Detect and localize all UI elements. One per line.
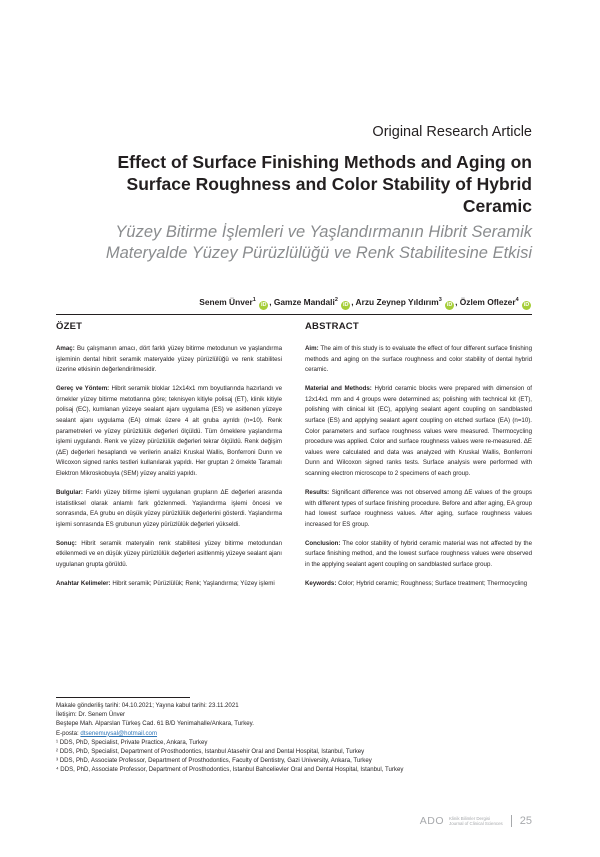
abstract-section: Material and Methods: Hybrid ceramic blocks were prepared with dimension of 12x14x1 mm and 4 groups were determined as; polishing with technical kit (ET), polishing with clinical kit (EC), applying sealant agent coupling on sandblasted surface (ES) and applying sealant agent coupling on etched surface (EA) (n=10). Color parameters and surface roughness values were measured. Thermocycling procedure was applied. Color and surface roughness values were re-measured. ΔE values were calculated and data was analyzed with Kruskal Wallis, Bonferroni Dunn and Wilcoxon signed ranks tests. Surface analysis were performed with scanning electron microscope to 2 specimens of each group. (305, 385, 533, 477)
contact-line: İletişim: Dr. Senem Ünver (56, 711, 126, 719)
article-type: Original Research Article (372, 124, 532, 140)
affiliation: ² DDS, PhD, Specialist, Department of Prosthodontics, Istanbul Atasehir Oral and Dental Hospital, Istanbul, Turkey (56, 748, 365, 756)
article-title-turkish: Yüzey Bitirme İşlemleri ve Yaşlandırmanın Hibrit Seramik Materyalde Yüzey Pürüzlülüğü ve Renk Stabilitesine Etkisi (105, 223, 532, 262)
orcid-icon[interactable]: iD (260, 302, 267, 308)
ozet-section: Sonuç: Hibrit seramik materyalin renk stabilitesi yüzey bitirme metodundan etkilenmedi ve en düşük yüzey pürüzlülük değerleri asitlenmiş yüzeye sealant ajanı uygulanan grupta görüldü. (56, 539, 282, 568)
ozet-heading: ÖZET (56, 321, 83, 332)
author-name: Gamze Mandali (273, 297, 335, 307)
author-name: Özlem Oflezer (459, 297, 516, 307)
author-name: Arzu Zeynep Yıldırım (355, 297, 439, 307)
footnote-rule (56, 697, 190, 698)
abstract-section: Aim: The aim of this study is to evaluate the effect of four different surface finishing methods and aging on the surface roughness and color stability of dental hybrid ceramic. (305, 345, 532, 374)
abstract-column (305, 344, 532, 598)
abstract-section: Results: Significant difference was not observed among ΔE values of the groups with different types of surface finishing procedure. Before and after aging, EA group had lowest surface roughness values. After aging, surface roughness values increased for ES group. (305, 488, 532, 528)
orcid-icon[interactable]: iD (523, 302, 530, 308)
orcid-icon[interactable]: iD (342, 302, 349, 308)
abstract-section: Conclusion: The color stability of hybrid ceramic material was not affected by the surface finishing method, and the lowest surface roughness values were observed in the applying sealant agent coupling on sandblasted surface group. (305, 539, 532, 568)
submission-dates: Makale gönderiliş tarihi: 04.10.2021; Yayına kabul tarihi: 23.11.2021 (56, 702, 239, 709)
affiliation: ⁴ DDS, PhD, Associate Professor, Department of Prosthodontics, Istanbul Bahcelievler Oral and Dental Hospital, Istanbul, Turkey (56, 766, 404, 774)
author-list: Senem Ünver$^1$ iD , Gamze Mandali$^2$ iD , Arzu Zeynep Yıldırım$^3$ iD , Özlem Oflezer$^4$ iD (199, 297, 530, 308)
page-number: 25 (519, 815, 532, 827)
address-line: Beştepe Mah. Alparslan Türkeş Cad. 61 B/D Yenimahalle/Ankara, Turkey. (56, 720, 254, 728)
email-line: E-posta: dtsenemuysal@hotmail.com (56, 729, 158, 737)
author-affiliation: 4 (515, 297, 519, 304)
author-name: Senem Ünver (199, 297, 253, 307)
footnotes (56, 701, 536, 775)
journal-abbreviation: ADO (419, 815, 445, 827)
ozet-keywords: Anahtar Kelimeler: Hibrit seramik; Pürüzlülük; Renk; Yaşlandırma; Yüzey işlemi (56, 579, 275, 587)
author-affiliation: 1 (252, 297, 256, 304)
ozet-section: Gereç ve Yöntem: Hibrit seramik bloklar 12x14x1 mm boyutlarında hazırlandı ve örnekler yüzey bitirme metotlarına göre; teknisyen kitiyle polisaj (ET), klinik kitiyle polisaj (EC), kumlanan yüzeye sealant ajanı uygulama (ES) ve asitlenen yüzeye sealant ajanı uygulama (EA) olmak üzere 4 alt gruba ayrıldı (n=10). Renk parametreleri ve yüzey pürüzlülük değerleri ölçüldü. Tüm örneklere yaşlandırma işlemi uygulandı. Renk ve yüzey pürüzlülük değerleri tekrar ölçüldü. Renk değişim (ΔE) değerleri hesaplandı ve verilerin analizi Kruskal Wallis, Bonferroni Dunn ve Wilcoxon signed ranks testleri kullanılarak yapıldı. Her gruptan 2 örnekte Taramalı Elektron Mikroskobuyla (SEM) yüzey analizi yapıldı. (56, 385, 282, 477)
ozet-section: Amaç: Bu çalışmanın amacı, dört farklı yüzey bitirme metodunun ve yaşlandırma işleminin dental hibrit seramik materyalde yüzey pürüzlülüğü ve renk stabilitesi üzerine etkisinin değerlendirilmesidir. (56, 345, 282, 374)
affiliation: ³ DDS, PhD, Associate Professor, Department of Prosthodontics, Faculty of Dentistry, Gazi University, Ankara, Turkey (56, 757, 372, 765)
journal-name: Klinik Bilimler Dergisi Journal of Clinical Sciences (449, 816, 503, 826)
affiliation: ¹ DDS, PhD, Specialist, Private Practice, Ankara, Turkey (56, 738, 208, 746)
ozet-column (56, 344, 282, 598)
abstract-heading: ABSTRACT (305, 321, 359, 332)
page-footer (420, 815, 532, 827)
abstract-keywords: Keywords: Color; Hybrid ceramic; Roughness; Surface treatment; Thermocycling (305, 579, 528, 587)
article-title-english: Effect of Surface Finishing Methods and Aging on Surface Roughness and Color Stability of Hybrid Ceramic (117, 152, 532, 216)
footer-divider (511, 815, 512, 827)
author-affiliation: 2 (334, 297, 338, 304)
ozet-section: Bulgular: Farklı yüzey bitirme işlemi uygulanan grupların ΔE değerleri arasında istatistiksel olarak anlamlı fark gözlenmedi. Yaşlandırma işlemi öncesi ve sonrasında, EA grubu en düşük yüzey pürüzlülük değerlerini gösterdi. Yaşlandırma işlemi sonrasında ES grubunun yüzey pürüzlülük değerleri yükseldi. (56, 488, 282, 528)
author-affiliation: 3 (438, 297, 442, 304)
divider (56, 314, 532, 315)
email-link[interactable]: dtsenemuysal@hotmail.com (80, 729, 158, 737)
orcid-icon[interactable]: iD (446, 302, 453, 308)
